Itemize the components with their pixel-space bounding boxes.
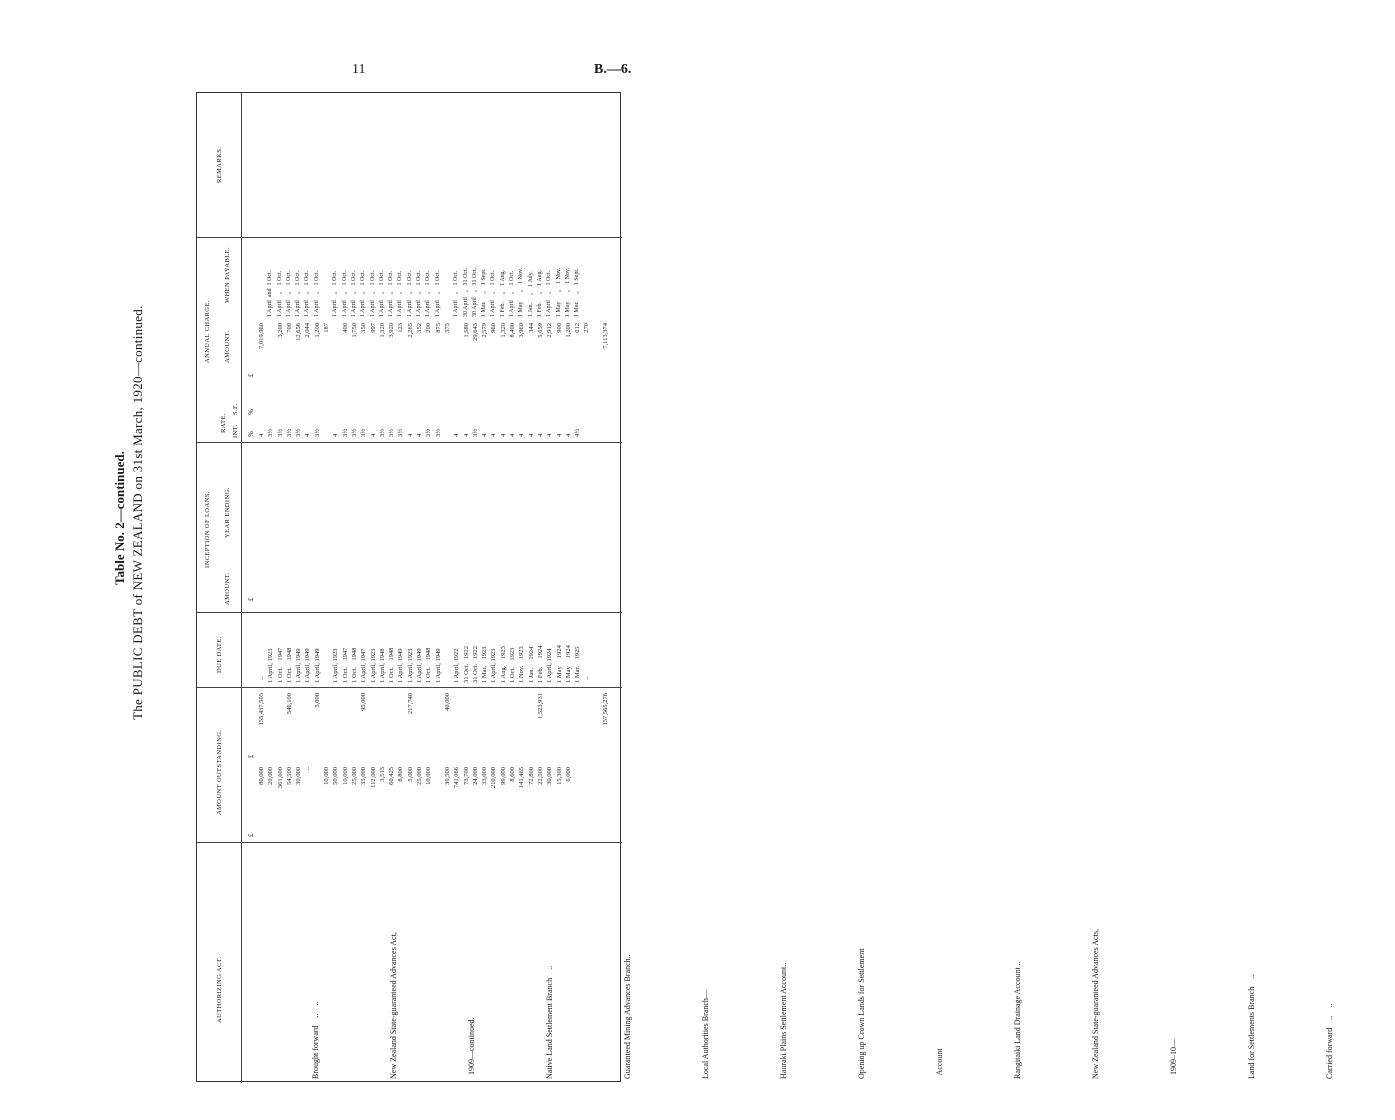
page-number: 11 [352, 62, 366, 77]
header-year-ending: YEAR ENDING. [224, 487, 231, 538]
table-title: Table No. 2—continued. [112, 451, 127, 585]
act-line: 1909–10— [1169, 1039, 1178, 1079]
when-payable-column: 1 April and 1 Oct. 1 April „ 1 Oct. 1 April „ 1 Oct. 1 April „ 1 Oct. 1 April „ 1 Oct. 1 April „ 1 Oct. 1 April „ 1 Oct. 1 April „ 1 Oct. 1 April „ 1 Oct. 1 April „ 1 Oct. 1 April „ 1 Oct. 1 April „ 1 Oct. 1 April „ 1 Oct. 1 April „ 1 Oct. 1 April „ 1 Oct. 1 April „ 1 Oct. 1 April „ 1 Oct. 1 April „ 1 Oct. 1 April „ 1 Oct. 30 April „ 31 Oct. 30 April „ 31 Oct. 1 Mar. „ 1 Sept. 1 April „ 1 Oct. 1 Feb. „ 1 Aug. 1 April „ 1 Oct. 1 May „ 1 Nov. 1 Jan. „ 1 July. 1 Feb. „ 1 Aug. 1 April „ 1 Oct. 1 May „ 1 Nov. 1 May „ 1 Nov. 1 Mar. „ 1 Sept. [267, 267, 581, 317]
header-rate: RATE. [220, 413, 227, 433]
header-charge-amount: AMOUNT. [224, 330, 231, 363]
header-int: INT. [232, 424, 239, 438]
act-line: Hauraki Plains Settlement Account.. [779, 962, 788, 1079]
pound-sign: £ [247, 597, 255, 601]
act-line: Account [935, 1048, 944, 1079]
act-line: Opening up Crown Lands for Settlement [857, 948, 866, 1079]
col-divider [197, 442, 622, 443]
col-divider [197, 237, 622, 238]
act-line: Carried forward .. .. [1325, 1003, 1334, 1079]
annual-charge-amount-column: 7,019,960 3,200 700 12,656 2,044 1,200 187 400 1,750 350 997 1,320 3,920 123 2,265 352 200 875 375 1,580 29,643 2,579 960 1,320 8,400 3,960 344 5,659 2,912 900 1,200 612 270 7,113,374 [258, 323, 609, 349]
outstanding-totals-column: 155,437,505 546,100 5,000 95,000 217,740 40,000 1,523,931 157,565,276 [258, 693, 609, 726]
authorizing-act-column [251, 847, 1395, 1079]
header-inception-amount: AMOUNT. [224, 572, 231, 605]
header-inception: INCEPTION OF LOANS. [204, 491, 211, 568]
pound-sign: £ [247, 754, 255, 758]
header-amount-outstanding: AMOUNT OUTSTANDING. [216, 729, 223, 815]
series-code: B.—6. [594, 62, 632, 77]
act-line: New Zealand State-guaranteed Advances Act, [389, 932, 398, 1079]
header-authorizing-act: AUTHORIZING ACT. [216, 956, 223, 1023]
header-when-payable: WHEN PAYABLE. [224, 246, 231, 303]
header-due-date: DUE DATE. [216, 636, 223, 673]
header-rule [241, 93, 242, 1083]
debt-table [196, 92, 1334, 1082]
outstanding-items-column: 80,000 20,000 361,600 54,500 30,000 .. 10,000 50,000 10,000 25,000 33,000 112,000 3,515 60,425 8,800 5,000 25,000 10,000 30,500 741,066 73,700 24,000 33,000 210,000 99,000 8,600 141,465 72,800 22,500 30,000 15,300 6,000 [258, 767, 572, 789]
pound-sign: £ [247, 833, 255, 837]
rotated-table-body [197, 93, 1334, 1083]
percent-sign: % [247, 409, 255, 415]
header-annual-charge: ANNUAL CHARGE. [204, 300, 211, 363]
act-line: 1909—continued. [467, 1017, 476, 1079]
col-divider [197, 612, 622, 613]
act-line: Local Authorities Branch— [701, 990, 710, 1079]
interest-rate-column: 4 3½ 3½ 3½ 3½ 4 3½ 4 3½ 3½ 3½ 4 3½ 3½ 3½ 4 4 3½ 3½ 4 4 3½ 4 4 4 4 4 4 4 4 4 4 4½ [258, 428, 582, 437]
act-line: Brought forward .. .. [311, 1001, 320, 1079]
col-divider [197, 687, 622, 688]
pound-sign: £ [247, 373, 255, 377]
col-divider [197, 842, 622, 843]
percent-sign: % [247, 431, 255, 437]
due-date-column: .. 1 April, 1923 1 Oct. 1947 1 Oct. 1948 1 April, 1949 1 April, 1949 1 April, 1949 1 April, 1923 1 Oct. 1947 1 Oct. 1948 1 April, 1947 1 April, 1923 1 April, 1948 1 Oct. 1948 1 April, 1949 1 April, 1923 1 April, 1949 1 Oct. 1948 1 April, 1949 1 April, 1922 31 Oct. 1922 31 Oct. 1922 1 Mar. 1923 1 April, 1923 1 Aug. 1923 1 Oct. 1923 1 Nov. 1923 1 Jan. 1924 1 Feb. 1924 1 April, 1924 1 May 1924 1 May 1924 1 Mar. 1925 .. [258, 645, 591, 683]
act-line: New Zealand State-guaranteed Advances Acts, [1091, 929, 1100, 1079]
act-line: Land for Settlements Branch .. [1247, 974, 1256, 1079]
header-remarks: REMARKS. [216, 146, 223, 183]
header-sf: S.F. [232, 403, 239, 415]
act-line: Rangitaiki Land Drainage Account .. [1013, 961, 1022, 1079]
table-subtitle: The PUBLIC DEBT of NEW ZEALAND on 31st March, 1920—continued. [130, 305, 145, 720]
act-line: Native Land Settlement Branch .. [545, 965, 554, 1079]
act-line: Guaranteed Mining Advances Branch.. [623, 954, 632, 1079]
